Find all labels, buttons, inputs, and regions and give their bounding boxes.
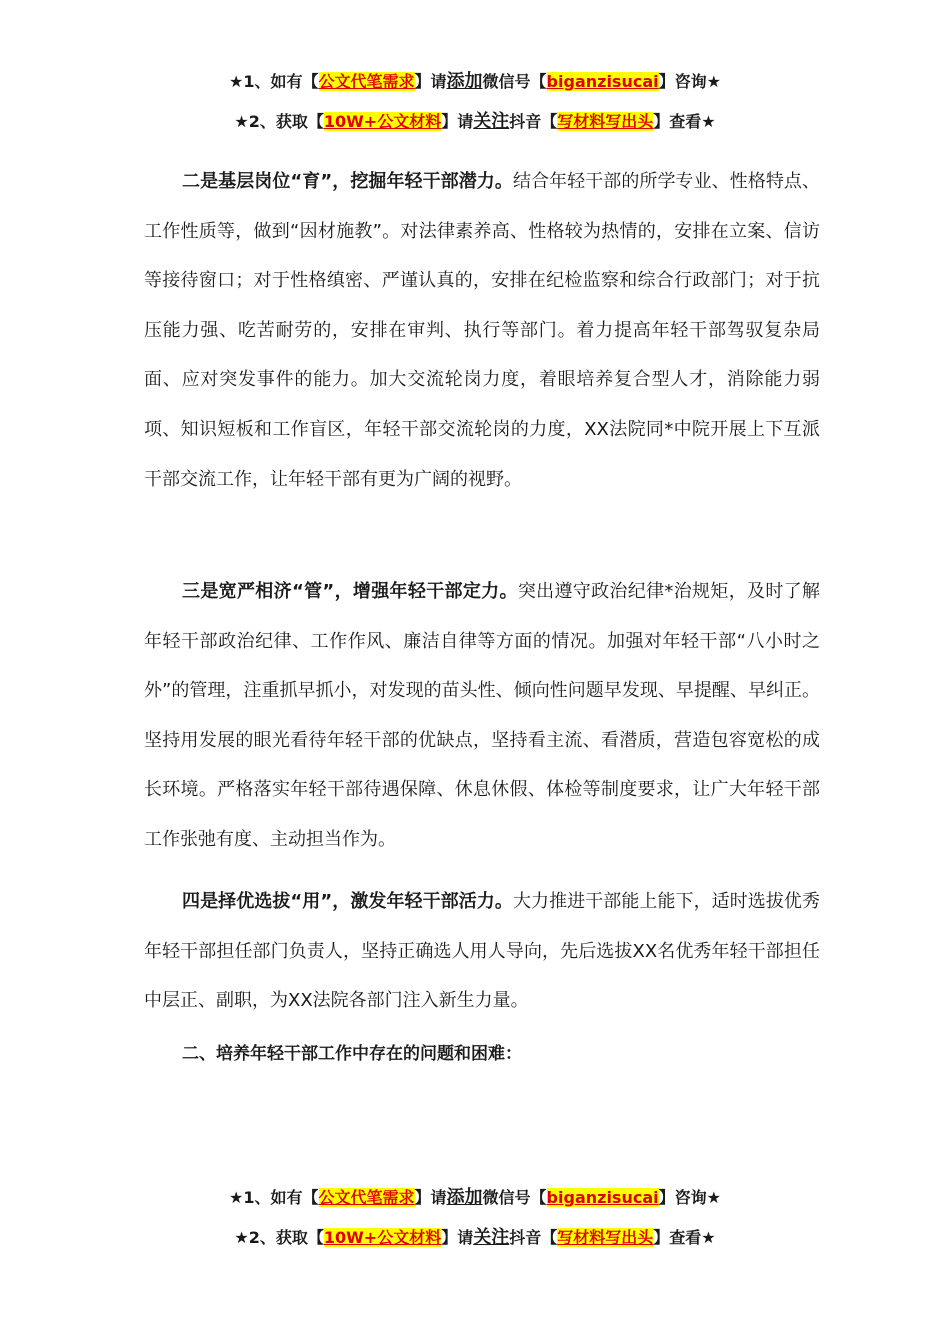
ad-banner-line-2: [0, 112, 950, 132]
highlight-service: 公文代笔需求: [318, 72, 415, 91]
banner-underline: 关注: [473, 1227, 510, 1248]
banner-text: 】请: [441, 1228, 474, 1247]
paragraph-body: 突出遵守政治纪律*治规矩，及时了解年轻干部政治纪律、工作作风、廉洁自律等方面的情况。加强对年轻干部“八小时之外”的管理，注重抓早抓小，对发现的苗头性、倾向性问题早发现、早提醒、早纠正。坚持用发展的眼光看待年轻干部的优缺点，坚持看主流、看潜质，营造包容宽松的成长环境。严格落实年轻干部待遇保障、休息休假、体检等制度要求，让广大年轻干部工作张弛有度、主动担当作为。: [144, 581, 820, 850]
banner-text: 抖音【: [509, 112, 558, 131]
highlight-service: 公文代笔需求: [318, 1188, 415, 1207]
banner-text: 微信号【: [482, 1188, 547, 1207]
highlight-douyin-account: 写材料写出头: [557, 1228, 654, 1247]
banner-text: 】请: [414, 72, 447, 91]
paragraph-body: 结合年轻干部的所学专业、性格特点、工作性质等，做到“因材施教”。对法律素养高、性格较为热情的，安排在立案、信访等接待窗口；对于性格缜密、严谨认真的，安排在纪检监察和综合行政部门；对于抗压能力强、吃苦耐劳的，安排在审判、执行等部门。着力提高年轻干部驾驭复杂局面、应对突发事件的能力。加大交流轮岗力度，着眼培养复合型人才，消除能力弱项、知识短板和工作盲区，年轻干部交流轮岗的力度，XX法院同*中院开展上下互派干部交流工作，让年轻干部有更为广阔的视野。: [144, 171, 821, 490]
banner-underline: 添加: [446, 1187, 483, 1208]
ad-banner-line-2-bottom: [0, 1228, 950, 1248]
paragraph-lead: 三是宽严相济“管”，增强年轻干部定力。: [182, 581, 518, 602]
highlight-wechat-id: biganzisucai: [546, 1188, 659, 1207]
paragraph-lead: 四是择优选拔“用”，激发年轻干部活力。: [182, 891, 513, 912]
banner-underline: 关注: [473, 111, 510, 132]
banner-text: 】咨询★: [658, 72, 721, 91]
ad-banner-line-1-bottom: [0, 1188, 950, 1208]
paragraph-body: 大力推进干部能上能下，适时选拔优秀年轻干部担任部门负责人，坚持正确选人用人导向，先后选拔XX名优秀年轻干部担任中层正、副职，为XX法院各部门注入新生力量。: [144, 891, 821, 1012]
banner-text: ★2、获取【: [234, 1228, 324, 1247]
banner-text: 】查看★: [653, 1228, 716, 1247]
banner-text: 】咨询★: [658, 1188, 721, 1207]
banner-text: 抖音【: [509, 1228, 558, 1247]
paragraph-management: [144, 567, 820, 865]
paragraph-grassroots: [144, 157, 820, 504]
paragraph-selection: [144, 877, 820, 1026]
banner-text: ★1、如有【: [229, 72, 319, 91]
paragraph-lead: 二是基层岗位“育”，挖掘年轻干部潜力。: [182, 171, 513, 192]
banner-text: 】查看★: [653, 112, 716, 131]
section-heading: 二、培养年轻干部工作中存在的问题和困难：: [182, 1044, 522, 1064]
banner-text: 微信号【: [482, 72, 547, 91]
banner-text: 】请: [441, 112, 474, 131]
highlight-materials: 10W+公文材料: [323, 1228, 442, 1247]
highlight-materials: 10W+公文材料: [323, 112, 442, 131]
banner-underline: 添加: [446, 71, 483, 92]
banner-text: 】请: [414, 1188, 447, 1207]
highlight-douyin-account: 写材料写出头: [557, 112, 654, 131]
highlight-wechat-id: biganzisucai: [546, 72, 659, 91]
ad-banner-line-1: [0, 72, 950, 92]
banner-text: ★1、如有【: [229, 1188, 319, 1207]
banner-text: ★2、获取【: [234, 112, 324, 131]
